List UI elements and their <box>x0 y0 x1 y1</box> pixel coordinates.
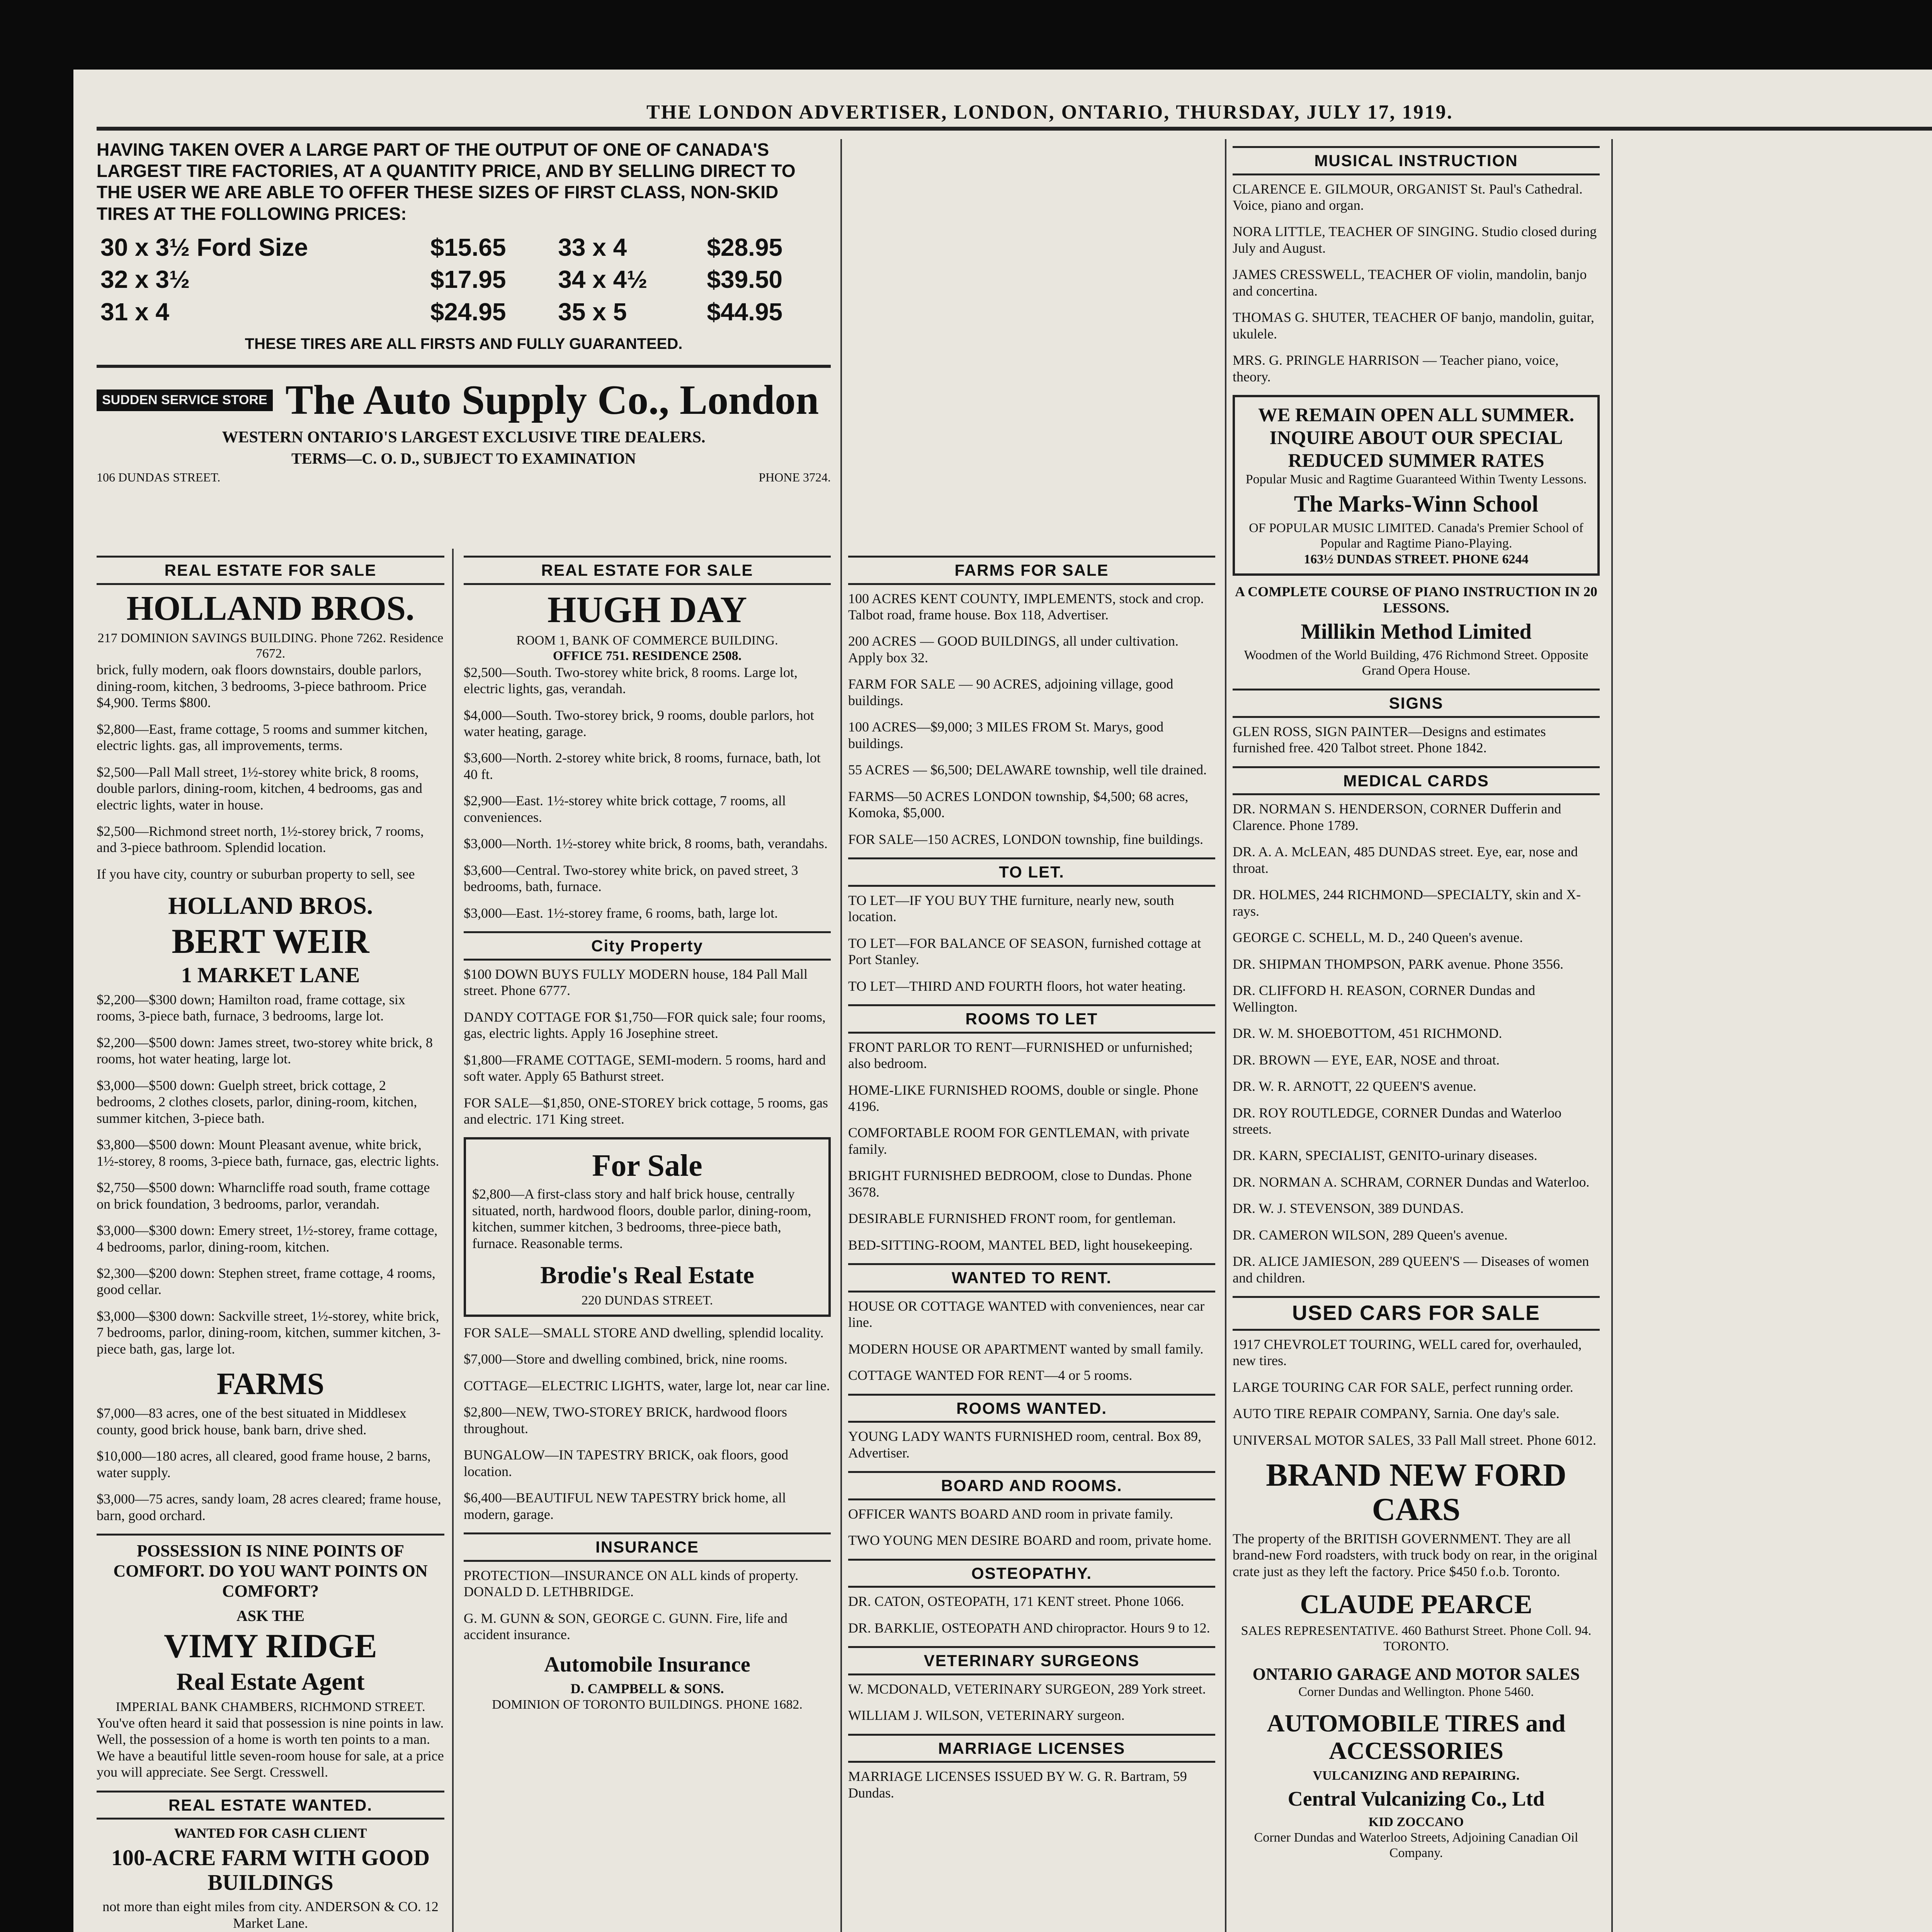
tire-guarantee: THESE TIRES ARE ALL FIRSTS AND FULLY GUARANTEED. <box>245 335 683 353</box>
brand-new-ford-text: The property of the BRITISH GOVERNMENT. They are all brand-new Ford roadsters, with truck body on rear, in the original crate just as they left the factory. Price $450 f.o.b. Toronto. <box>1233 1531 1598 1579</box>
section-header: TO LET. <box>848 857 1215 887</box>
listing: $2,800—East, frame cottage, 5 rooms and summer kitchen, electric lights. gas, all improvements, terms. <box>97 721 428 753</box>
section-header: REAL ESTATE FOR SALE <box>464 556 831 585</box>
medical-listing: DR. CLIFFORD H. REASON, CORNER Dundas and Wellington. <box>1233 983 1536 1015</box>
marks-winn-sub: OF POPULAR MUSIC LIMITED. Canada's Premier School of Popular and Ragtime Piano-Playing. <box>1249 521 1583 551</box>
listing: $3,000—$300 down: Sackville street, 1½-storey, white brick, 7 bedrooms, parlor, dining-room, kitchen, summer kitchen, 3-piece bath, gas, large lot. <box>97 1308 441 1357</box>
farm-listing: 100 ACRES—$9,000; 3 MILES FROM St. Marys, good buildings. <box>848 719 1164 751</box>
listing: $2,900—East. 1½-storey white brick cottage, 7 rooms, all conveniences. <box>464 793 786 825</box>
medical-listing: DR. NORMAN S. HENDERSON, CORNER Dufferin and Clarence. Phone 1789. <box>1233 801 1561 833</box>
listing: $2,800—NEW, TWO-STOREY BRICK, hardwood floors throughout. <box>464 1404 787 1436</box>
wanted-listing: MODERN HOUSE OR APARTMENT wanted by small family. <box>848 1341 1204 1357</box>
vimy-ridge-address: IMPERIAL BANK CHAMBERS, RICHMOND STREET. <box>116 1699 425 1714</box>
ontario-garage-title: ONTARIO GARAGE AND MOTOR SALES <box>1252 1665 1580 1684</box>
listing: $1,800—FRAME COTTAGE, SEMI-modern. 5 rooms, hard and soft water. Apply 65 Bathurst street. <box>464 1052 826 1084</box>
board-listing: TWO YOUNG MEN DESIRE BOARD and room, private home. <box>848 1532 1212 1548</box>
section-header: ROOMS TO LET <box>848 1004 1215 1034</box>
room-listing: FRONT PARLOR TO RENT—FURNISHED or unfurnished; also bedroom. <box>848 1039 1193 1071</box>
tire-size: 31 x 4 <box>100 298 169 326</box>
tire-size: 30 x 3½ Ford Size <box>100 233 308 261</box>
section-header: MEDICAL CARDS <box>1233 766 1600 796</box>
brodie-address: 220 DUNDAS STREET. <box>581 1293 713 1308</box>
special-rates-sub: Popular Music and Ragtime Guaranteed Within Twenty Lessons. <box>1245 472 1587 487</box>
possession-text: POSSESSION IS NINE POINTS OF COMFORT. DO YOU WANT POINTS ON COMFORT? <box>97 1534 444 1601</box>
section-header: BOARD AND ROOMS. <box>848 1471 1215 1500</box>
listing: $6,400—BEAUTIFUL NEW TAPESTRY brick home, all modern, garage. <box>464 1490 786 1522</box>
used-car-listing: UNIVERSAL MOTOR SALES, 33 Pall Mall street. Phone 6012. <box>1233 1432 1596 1448</box>
tire-price: $17.95 <box>430 265 506 294</box>
ask-the: ASK THE <box>236 1607 304 1624</box>
medical-listing: DR. W. R. ARNOTT, 22 QUEEN'S avenue. <box>1233 1078 1476 1094</box>
used-car-listing: LARGE TOURING CAR FOR SALE, perfect running order. <box>1233 1379 1573 1395</box>
wanted-listing: COTTAGE WANTED FOR RENT—4 or 5 rooms. <box>848 1367 1133 1383</box>
to-let-listing: TO LET—THIRD AND FOURTH floors, hot water heating. <box>848 978 1186 994</box>
tire-size: 33 x 4 <box>558 233 627 261</box>
listing: $4,000—South. Two-storey brick, 9 rooms, double parlors, hot water heating, garage. <box>464 707 814 739</box>
section-header: SIGNS <box>1233 689 1600 718</box>
listing: $3,000—$500 down: Guelph street, brick cottage, 2 bedrooms, 2 clothes closets, parlor, dining-room, kitchen, summer kitchen, 3-piece bath. <box>97 1077 417 1126</box>
medical-listing: DR. KARN, SPECIALIST, GENITO-urinary diseases. <box>1233 1148 1537 1163</box>
auto-supply-terms: TERMS—C. O. D., SUBJECT TO EXAMINATION <box>291 450 636 468</box>
listing: DANDY COTTAGE FOR $1,750—FOR quick sale; four rooms, gas, electric lights. Apply 16 Josephine street. <box>464 1009 826 1041</box>
listing: $3,600—North. 2-storey white brick, 8 rooms, furnace, bath, lot 40 ft. <box>464 750 821 782</box>
auto-insurance-title: Automobile Insurance <box>544 1652 750 1677</box>
special-rates: WE REMAIN OPEN ALL SUMMER. INQUIRE ABOUT OUR SPECIAL REDUCED SUMMER RATES <box>1258 404 1575 471</box>
vimy-ridge-title: VIMY RIDGE <box>164 1628 377 1665</box>
farms-title: FARMS <box>216 1367 325 1401</box>
listing: $2,300—$200 down: Stephen street, frame cottage, 4 rooms, good cellar. <box>97 1265 435 1298</box>
listing: $2,500—Richmond street north, 1½-storey brick, 7 rooms, and 3-piece bathroom. Splendid location. <box>97 823 424 855</box>
for-sale-title: For Sale <box>592 1149 702 1183</box>
bert-weir-title: BERT WEIR <box>172 922 369 961</box>
medical-listing: DR. BROWN — EYE, EAR, NOSE and throat. <box>1233 1052 1500 1068</box>
millikin-title: Millikin Method Limited <box>1301 619 1532 644</box>
medical-listing: DR. NORMAN A. SCHRAM, CORNER Dundas and Waterloo. <box>1233 1174 1590 1190</box>
tire-price: $44.95 <box>707 298 783 326</box>
medical-listing: DR. HOLMES, 244 RICHMOND—SPECIALTY, skin and X-rays. <box>1233 887 1581 919</box>
rooms-wanted-listing: YOUNG LADY WANTS FURNISHED room, central. Box 89, Advertiser. <box>848 1429 1201 1461</box>
listing: $3,800—$500 down: Mount Pleasant avenue, white brick, 1½-storey, 8 rooms, 3-piece bath, furnace, gas, electric lights. <box>97 1137 439 1169</box>
sudden-service-logo: SUDDEN SERVICE STORE <box>97 389 273 411</box>
room-listing: DESIRABLE FURNISHED FRONT room, for gentleman. <box>848 1211 1176 1226</box>
to-let-listing: TO LET—FOR BALANCE OF SEASON, furnished cottage at Port Stanley. <box>848 935 1201 968</box>
listing: $2,750—$500 down: Wharncliffe road south, frame cottage on brick foundation, 3 bedrooms, parlor, verandah. <box>97 1180 430 1212</box>
auto-supply-address: 106 DUNDAS STREET. <box>97 470 221 484</box>
used-car-listing: AUTO TIRE REPAIR COMPANY, Sarnia. One day's sale. <box>1233 1406 1560 1422</box>
wanted-ad-text: not more than eight miles from city. ANDERSON & CO. 12 Market Lane. <box>102 1899 439 1931</box>
section-header: OSTEOPATHY. <box>848 1559 1215 1588</box>
osteopathy-listing: DR. CATON, OSTEOPATH, 171 KENT street. Phone 1066. <box>848 1594 1184 1609</box>
listing: $2,500—Pall Mall street, 1½-storey white brick, 8 rooms, double parlors, dining-room, kitchen, 4 bedrooms, gas and electric lights, water in house. <box>97 764 422 813</box>
holland-bros-address: 217 DOMINION SAVINGS BUILDING. Phone 7262. Residence 7672. <box>97 631 444 661</box>
tire-price: $39.50 <box>707 265 783 294</box>
hugh-day-phones: OFFICE 751. RESIDENCE 2508. <box>553 649 742 663</box>
vimy-ridge-text: You've often heard it said that possession is nine points in law. Well, the possession of a home is worth ten points to a man. We have a beautiful little seven-room house for sale, at a price you will appreciate. See Sergt. Cresswell. <box>97 1715 444 1780</box>
farm-listing: $7,000—83 acres, one of the best situated in Middlesex county, good brick house, bank barn, drive shed. <box>97 1405 406 1437</box>
brodie-title: Brodie's Real Estate <box>540 1261 754 1289</box>
tire-price: $28.95 <box>707 233 783 261</box>
auto-supply-name: The Auto Supply Co., London <box>285 377 819 423</box>
vimy-ridge-subtitle: Real Estate Agent <box>176 1668 365 1696</box>
listing: $3,000—North. 1½-storey white brick, 8 rooms, bath, verandahs. <box>464 836 828 852</box>
insurance-listing: G. M. GUNN & SON, GEORGE C. GUNN. Fire, life and accident insurance. <box>464 1610 787 1643</box>
listing: COTTAGE—ELECTRIC LIGHTS, water, large lot, near car line. <box>464 1378 830 1393</box>
auto-tires-title: AUTOMOBILE TIRES and ACCESSORIES <box>1267 1709 1566 1764</box>
medical-listing: DR. ALICE JAMIESON, 289 QUEEN'S — Diseases of women and children. <box>1233 1253 1589 1286</box>
claude-pearce-title: CLAUDE PEARCE <box>1300 1590 1532 1620</box>
wanted-ad-title: 100-ACRE FARM WITH GOOD BUILDINGS <box>111 1845 430 1895</box>
vet-listing: WILLIAM J. WILSON, VETERINARY surgeon. <box>848 1708 1125 1723</box>
hugh-day-title: HUGH DAY <box>547 588 747 630</box>
holland-bros-sign: HOLLAND BROS. <box>168 892 373 920</box>
room-listing: COMFORTABLE ROOM FOR GENTLEMAN, with private family. <box>848 1125 1189 1157</box>
listing: $100 DOWN BUYS FULLY MODERN house, 184 Pall Mall street. Phone 6777. <box>464 966 808 998</box>
medical-listing: DR. SHIPMAN THOMPSON, PARK avenue. Phone 3556. <box>1233 956 1564 972</box>
auto-supply-phone: PHONE 3724. <box>759 470 831 484</box>
brand-new-ford-title: BRAND NEW FORD CARS <box>1266 1457 1566 1527</box>
farm-listing: FARM FOR SALE — 90 ACRES, adjoining village, good buildings. <box>848 676 1173 708</box>
listing: $2,200—$500 down: James street, two-storey white brick, 8 rooms, hot water heating, large lot. <box>97 1034 433 1067</box>
listing: brick, fully modern, oak floors downstairs, double parlors, dining-room, kitchen, 3 bedrooms, 3-piece bathroom. Price $4,900. Terms $800. <box>97 662 427 711</box>
auto-supply-tagline: WESTERN ONTARIO'S LARGEST EXCLUSIVE TIRE DEALERS. <box>222 428 706 446</box>
ontario-garage-address: Corner Dundas and Wellington. Phone 5460. <box>1298 1685 1534 1699</box>
to-let-listing: TO LET—IF YOU BUY THE furniture, nearly new, south location. <box>848 892 1174 925</box>
listing: $2,500—South. Two-storey white brick, 8 rooms. Large lot, electric lights, gas, verandah. <box>464 664 798 697</box>
farm-listing: 55 ACRES — $6,500; DELAWARE township, well tile drained. <box>848 762 1207 778</box>
farm-listing: $3,000—75 acres, sandy loam, 28 acres cleared; frame house, barn, good orchard. <box>97 1491 441 1523</box>
farm-listing: FOR SALE—150 ACRES, LONDON township, fine buildings. <box>848 831 1204 847</box>
music-listing: NORA LITTLE, TEACHER OF SINGING. Studio closed during July and August. <box>1233 224 1597 256</box>
wanted-ad: WANTED FOR CASH CLIENT <box>174 1825 367 1841</box>
music-listing: MRS. G. PRINGLE HARRISON — Teacher piano, voice, theory. <box>1233 352 1559 384</box>
medical-listing: DR. A. A. McLEAN, 485 DUNDAS street. Eye, ear, nose and throat. <box>1233 844 1578 876</box>
medical-listing: DR. W. J. STEVENSON, 389 DUNDAS. <box>1233 1201 1464 1216</box>
section-header: MARRIAGE LICENSES <box>848 1734 1215 1763</box>
auto-tires-sub: VULCANIZING AND REPAIRING. <box>1313 1769 1520 1783</box>
tire-ad-intro: HAVING TAKEN OVER A LARGE PART OF THE OUTPUT OF ONE OF CANADA'S LARGEST TIRE FACTORIES, AT A QUANTITY PRICE, AND BY SELLING DIRECT TO THE USER WE ARE ABLE TO OFFER THESE SIZES OF FIRST CLASS, NON-SKID TIRES AT THE FOLLOWING PRICES: <box>97 139 796 224</box>
for-sale-text: $2,800—A first-class story and half brick house, centrally situated, north, hardwood floors, double parlor, dining-room, kitchen, summer kitchen, 3 bedrooms, three-piece bath, furnace. Reasonable terms. <box>472 1186 811 1251</box>
central-vulcanizing-address: Corner Dundas and Waterloo Streets, Adjoining Canadian Oil Company. <box>1254 1830 1578 1860</box>
section-header: MUSICAL INSTRUCTION <box>1233 146 1600 175</box>
marks-winn-address: 163½ DUNDAS STREET. PHONE 6244 <box>1304 552 1529 566</box>
board-listing: OFFICER WANTS BOARD AND room in private family. <box>848 1506 1173 1522</box>
hugh-day-address: ROOM 1, BANK OF COMMERCE BUILDING. <box>516 633 778 648</box>
listing: FOR SALE—SMALL STORE AND dwelling, splendid locality. <box>464 1325 824 1340</box>
medical-listing: DR. W. M. SHOEBOTTOM, 451 RICHMOND. <box>1233 1026 1502 1041</box>
music-listing: CLARENCE E. GILMOUR, ORGANIST St. Paul's Cathedral. Voice, piano and organ. <box>1233 181 1583 213</box>
medical-listing: GEORGE C. SCHELL, M. D., 240 Queen's avenue. <box>1233 930 1523 946</box>
auto-insurance-address: DOMINION OF TORONTO BUILDINGS. PHONE 1682. <box>492 1697 803 1712</box>
listing: $2,200—$300 down; Hamilton road, frame cottage, six rooms, 3-piece bath, furnace, 3 bedrooms, large lot. <box>97 992 405 1024</box>
section-header: REAL ESTATE FOR SALE <box>97 556 444 585</box>
tire-size: 34 x 4½ <box>558 265 648 294</box>
section-header: VETERINARY SURGEONS <box>848 1646 1215 1675</box>
insurance-listing: PROTECTION—INSURANCE ON ALL kinds of property. DONALD D. LETHBRIDGE. <box>464 1567 799 1600</box>
listing: FOR SALE—$1,850, ONE-STOREY brick cottage, 5 rooms, gas and electric. 171 King street. <box>464 1095 828 1127</box>
marks-winn-title: The Marks-Winn School <box>1294 491 1539 517</box>
central-vulcanizing-title: Central Vulcanizing Co., Ltd <box>1287 1787 1545 1811</box>
listing: $3,000—$300 down: Emery street, 1½-storey, frame cottage, 4 bedrooms, parlor, dining-room, kitchen. <box>97 1223 438 1255</box>
room-listing: BRIGHT FURNISHED BEDROOM, close to Dundas. Phone 3678. <box>848 1168 1192 1200</box>
medical-listing: DR. CAMERON WILSON, 289 Queen's avenue. <box>1233 1227 1508 1243</box>
central-vulcanizing-name: KID ZOCCANO <box>1368 1815 1464 1829</box>
music-listing: JAMES CRESSWELL, TEACHER OF violin, mandolin, banjo and concertina. <box>1233 267 1587 299</box>
millikin-address: Woodmen of the World Building, 476 Richmond Street. Opposite Grand Opera House. <box>1244 648 1588 678</box>
section-header: City Property <box>464 931 831 961</box>
marriage-listing: MARRIAGE LICENSES ISSUED BY W. G. R. Bartram, 59 Dundas. <box>848 1769 1187 1801</box>
section-header: REAL ESTATE WANTED. <box>97 1791 444 1820</box>
osteopathy-listing: DR. BARKLIE, OSTEOPATH AND chiropractor. Hours 9 to 12. <box>848 1620 1210 1636</box>
bert-weir-address: 1 MARKET LANE <box>181 963 360 988</box>
signs-listing: GLEN ROSS, SIGN PAINTER—Designs and estimates furnished free. 420 Talbot street. Phone 1842. <box>1233 723 1546 756</box>
tire-price: $24.95 <box>430 298 506 326</box>
piano-course: A COMPLETE COURSE OF PIANO INSTRUCTION IN 20 LESSONS. <box>1235 583 1597 616</box>
section-header: WANTED TO RENT. <box>848 1263 1215 1293</box>
tire-size: 32 x 3½ <box>100 265 190 294</box>
listing: $7,000—Store and dwelling combined, brick, nine rooms. <box>464 1351 787 1367</box>
listing: $3,600—Central. Two-storey white brick, on paved street, 3 bedrooms, bath, furnace. <box>464 862 798 895</box>
farm-listing: FARMS—50 ACRES LONDON township, $4,500; 68 acres, Komoka, $5,000. <box>848 788 1189 821</box>
farm-listing: $10,000—180 acres, all cleared, good frame house, 2 barns, water supply. <box>97 1448 431 1480</box>
listing: $3,000—East. 1½-storey frame, 6 rooms, bath, large lot. <box>464 905 778 921</box>
right-columns <box>73 70 1932 1932</box>
section-header: FARMS FOR SALE <box>848 556 1215 585</box>
farm-listing: 200 ACRES — GOOD BUILDINGS, all under cultivation. Apply box 32. <box>848 633 1179 665</box>
claude-pearce-sub: SALES REPRESENTATIVE. 460 Bathurst Street. Phone Coll. 94. TORONTO. <box>1241 1624 1592 1654</box>
vet-listing: W. MCDONALD, VETERINARY SURGEON, 289 York street. <box>848 1681 1206 1697</box>
section-header: ROOMS WANTED. <box>848 1394 1215 1423</box>
room-listing: BED-SITTING-ROOM, MANTEL BED, light housekeeping. <box>848 1237 1193 1253</box>
medical-listing: DR. ROY ROUTLEDGE, CORNER Dundas and Waterloo streets. <box>1233 1105 1562 1137</box>
room-listing: HOME-LIKE FURNISHED ROOMS, double or single. Phone 4196. <box>848 1082 1198 1114</box>
music-listing: THOMAS G. SHUTER, TEACHER OF banjo, mandolin, guitar, ukulele. <box>1233 310 1594 342</box>
listing: BUNGALOW—IN TAPESTRY BRICK, oak floors, good location. <box>464 1447 789 1479</box>
masthead-title: THE LONDON ADVERTISER, LONDON, ONTARIO, THURSDAY, JULY 17, 1919. <box>646 101 1453 123</box>
auto-insurance-firm: D. CAMPBELL & SONS. <box>570 1681 724 1697</box>
used-car-listing: 1917 CHEVROLET TOURING, WELL cared for, overhauled, new tires. <box>1233 1337 1582 1369</box>
tire-size: 35 x 5 <box>558 298 627 326</box>
tire-price: $15.65 <box>430 233 506 261</box>
section-header: INSURANCE <box>464 1532 831 1562</box>
wanted-listing: HOUSE OR COTTAGE WANTED with conveniences, near car line. <box>848 1298 1205 1330</box>
holland-bros-title: HOLLAND BROS. <box>126 589 415 628</box>
listing: If you have city, country or suburban property to sell, see <box>97 866 415 882</box>
section-header: USED CARS FOR SALE <box>1233 1296 1600 1331</box>
farm-listing: 100 ACRES KENT COUNTY, IMPLEMENTS, stock and crop. Talbot road, frame house. Box 118, Advertiser. <box>848 590 1204 623</box>
